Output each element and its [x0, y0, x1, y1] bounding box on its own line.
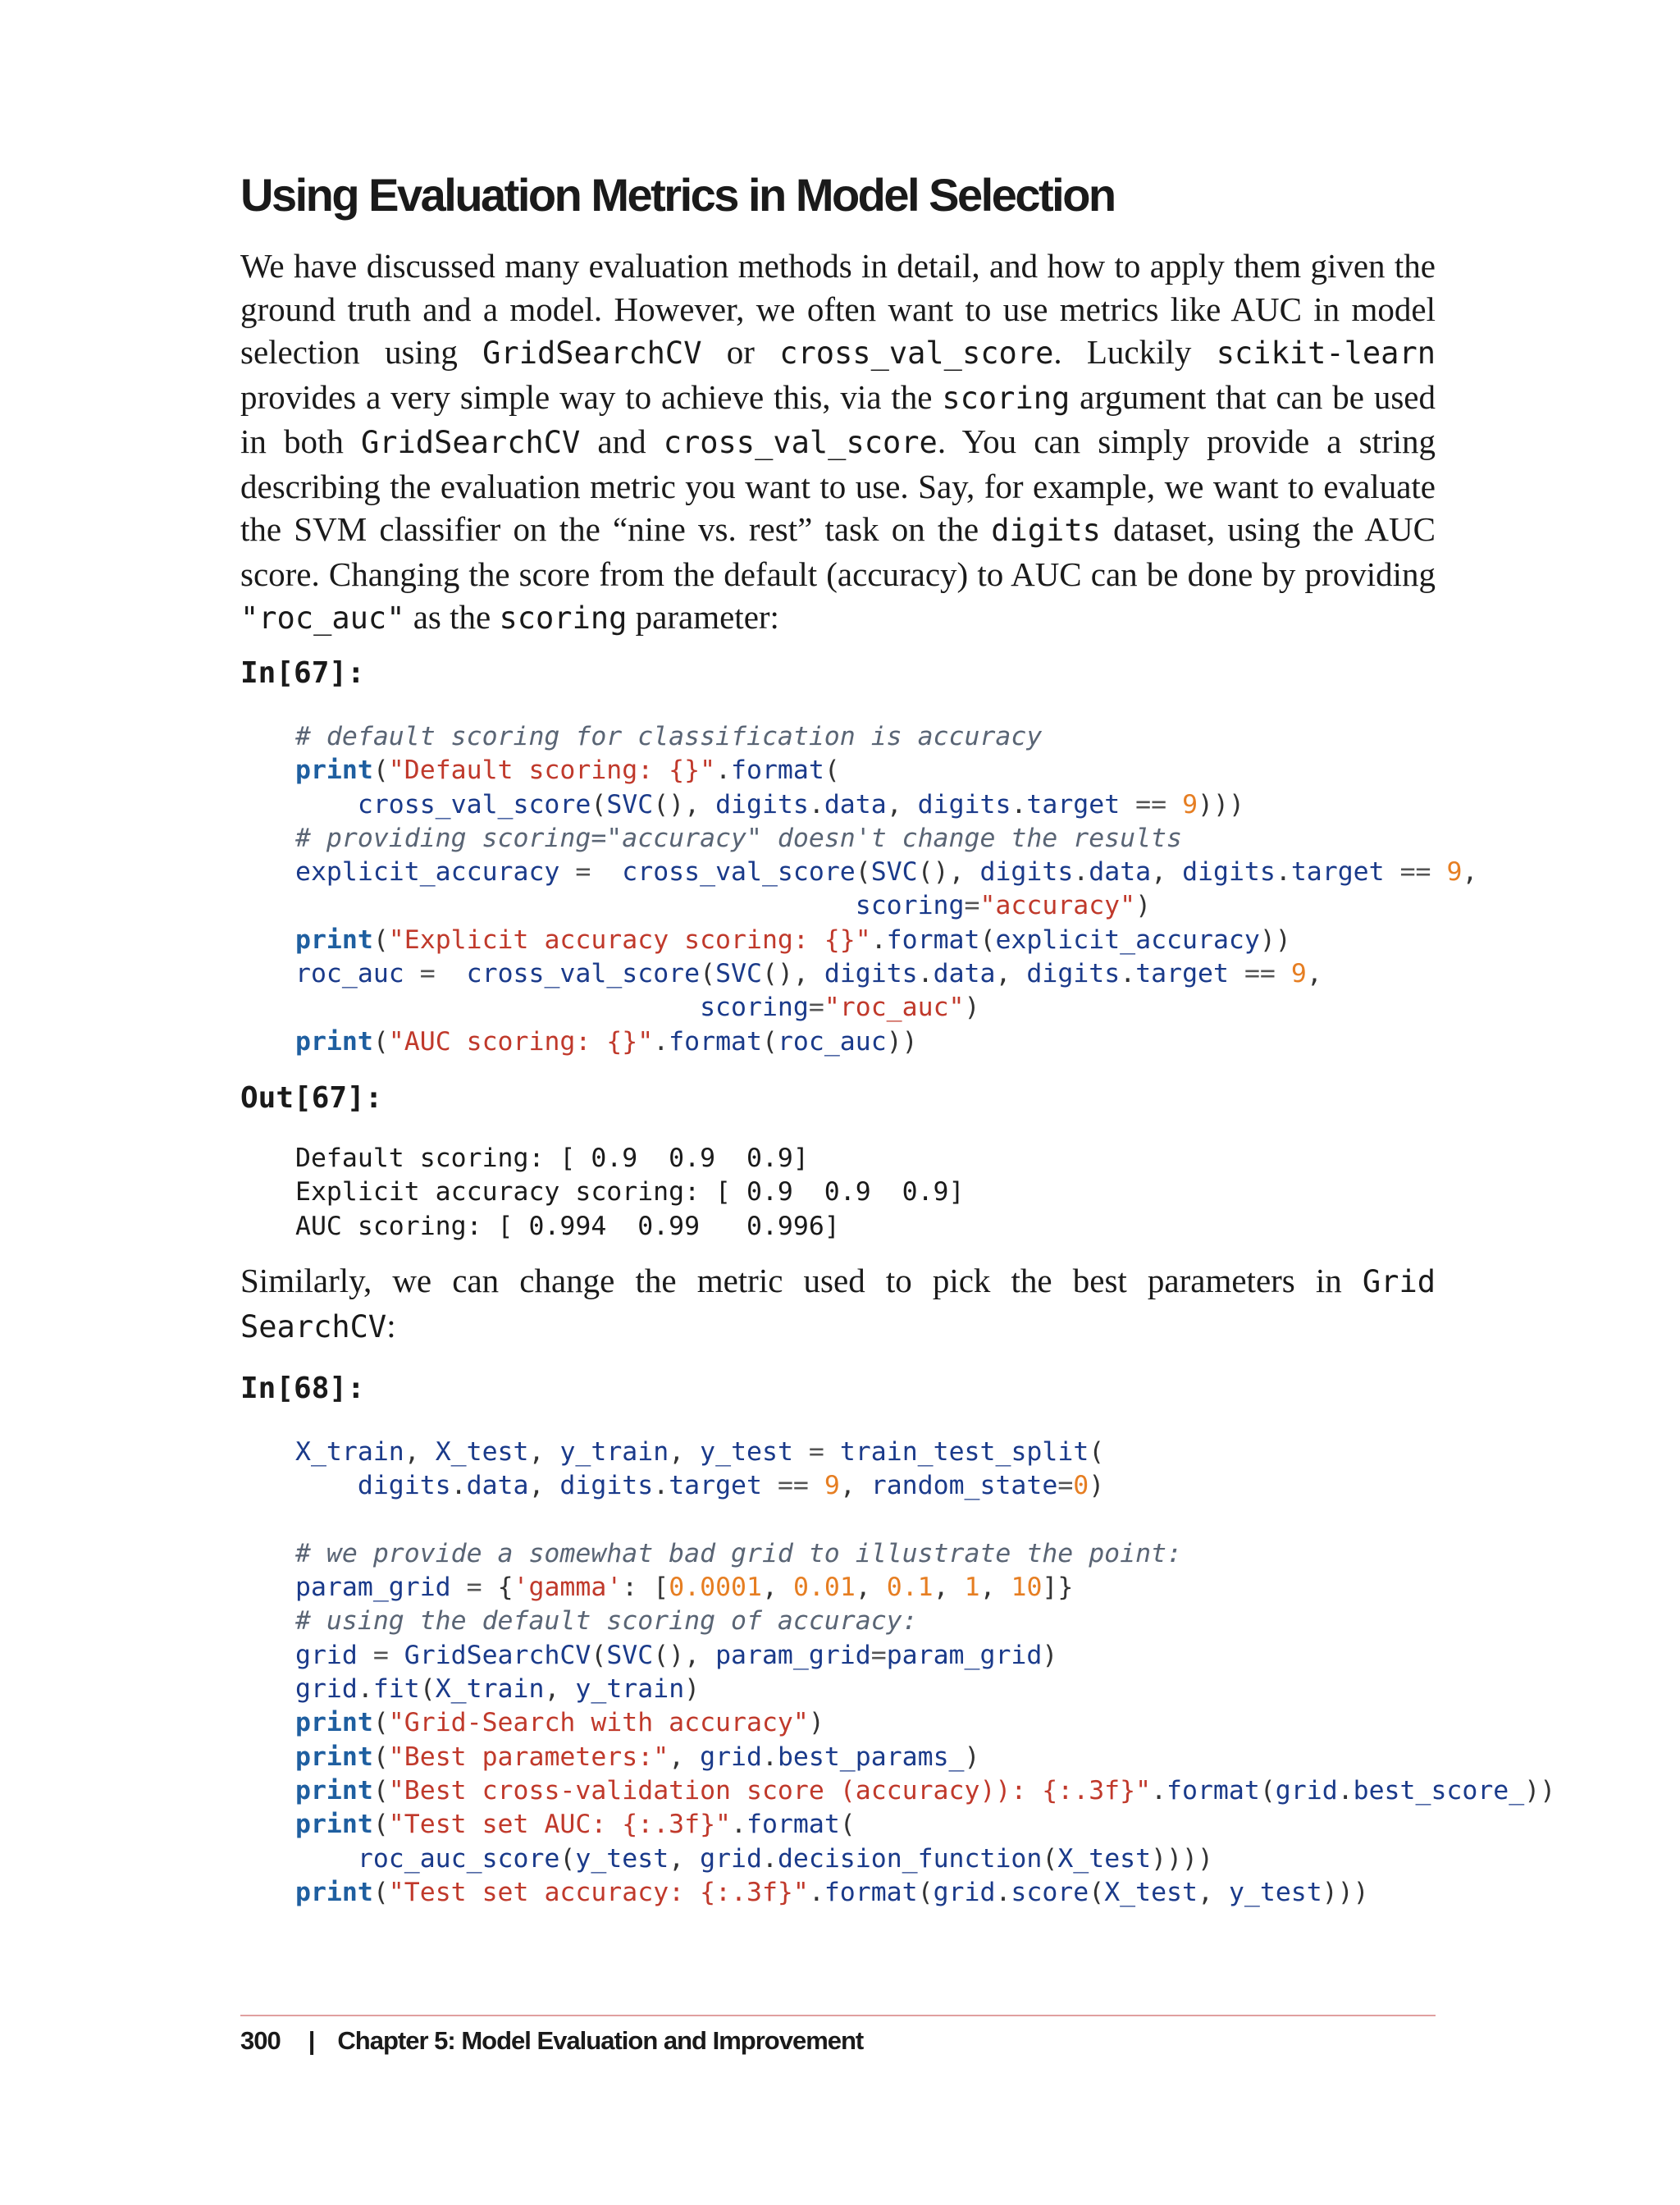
code-token: , — [404, 1437, 436, 1467]
code-token: , — [1198, 1877, 1229, 1907]
code-token: grid — [1275, 1775, 1338, 1806]
code-token: explicit_accuracy — [995, 924, 1260, 955]
code-line — [295, 1605, 1555, 1638]
code-token: { — [497, 1573, 514, 1603]
code-token: ( — [1259, 1775, 1276, 1806]
similarly-paragraph — [240, 1259, 1436, 1349]
inline-code: cross_val_score — [663, 425, 938, 460]
code-line — [295, 889, 1477, 923]
code-token: X_test — [1057, 1843, 1152, 1874]
code-token: : [ — [622, 1573, 669, 1603]
code-token: , — [839, 1471, 871, 1501]
code-token: 0 — [1073, 1471, 1089, 1501]
code-token: target — [1290, 857, 1385, 888]
code-line — [295, 1537, 1555, 1571]
code-token: ( — [700, 959, 716, 989]
code-token: (), — [762, 959, 824, 989]
inline-code: Grid SearchCV — [240, 1264, 1436, 1344]
code-token: 9 — [1290, 959, 1307, 989]
code-token: target — [669, 1471, 762, 1501]
text-run: dataset, using the AUC score. Changing the score from the default (accuracy) to AUC can be done by providing — [240, 510, 1436, 593]
code-token: . — [761, 1742, 778, 1772]
page-footer — [240, 2026, 863, 2056]
code-token — [295, 993, 700, 1022]
code-token: == — [761, 1471, 824, 1501]
chapter-title: Chapter 5: Model Evaluation and Improvement — [337, 2026, 864, 2055]
code-token: print — [295, 1742, 373, 1772]
code-token: . — [761, 1843, 778, 1874]
code-line — [295, 1571, 1555, 1605]
code-token: # using the default scoring of accuracy: — [295, 1606, 918, 1637]
inline-code: scoring — [499, 600, 628, 636]
code-token: , — [1462, 857, 1478, 888]
code-token: . — [1275, 857, 1291, 888]
text-run: parameter: — [627, 598, 779, 636]
code-line — [295, 1808, 1555, 1842]
code-token: 'gamma' — [513, 1573, 623, 1603]
code-token: . — [653, 1026, 669, 1057]
text-run: : — [386, 1306, 396, 1344]
code-token: X_train — [295, 1437, 404, 1467]
code-token: , — [528, 1437, 560, 1467]
code-token: cross_val_score — [622, 857, 856, 888]
code-token: ) — [808, 1708, 824, 1738]
code-token: digits — [357, 1471, 451, 1501]
code-token — [606, 857, 622, 887]
code-token: . — [653, 1471, 669, 1501]
code-token: grid — [295, 1674, 358, 1705]
text-run: Similarly, we can change the metric used to pick the best parameters in — [240, 1262, 1363, 1299]
code-line — [295, 788, 1477, 822]
code-token: X_test — [435, 1437, 529, 1467]
code-token: == — [1228, 959, 1291, 989]
code-token: . — [1073, 857, 1089, 888]
code-token: . — [808, 1877, 824, 1907]
code-line — [295, 1842, 1555, 1876]
code-token: ( — [1042, 1843, 1058, 1874]
code-token: SVC — [606, 1640, 654, 1670]
code-token: digits — [1026, 959, 1121, 989]
code-token: ( — [591, 1640, 607, 1670]
code-token: ( — [839, 1810, 856, 1840]
code-token: format — [824, 1877, 918, 1907]
code-token: ) — [1089, 1471, 1105, 1501]
code-token: score — [1011, 1877, 1089, 1907]
code-token: "Explicit accuracy scoring: {}" — [388, 924, 871, 955]
code-token: data — [824, 789, 887, 819]
code-token: format — [1166, 1775, 1260, 1806]
code-token: = — [870, 1640, 887, 1670]
code-token: . — [1120, 959, 1136, 989]
code-token: "Best parameters:" — [388, 1742, 669, 1772]
code-token: ) — [1135, 891, 1152, 921]
inline-code: "roc_auc" — [240, 600, 405, 636]
code-token: , — [544, 1674, 576, 1705]
code-token: = — [404, 959, 451, 989]
page-number: 300 — [240, 2026, 281, 2055]
code-line — [295, 1741, 1555, 1774]
code-token: ( — [761, 1026, 778, 1057]
code-line — [295, 991, 1477, 1025]
inline-code: cross_val_score — [779, 336, 1054, 371]
code-token — [295, 891, 856, 920]
code-token: (), — [653, 789, 716, 819]
code-token: ))) — [1322, 1877, 1369, 1907]
code-token: "Test set AUC: {:.3f}" — [388, 1810, 732, 1840]
text-run: . Luckily — [1053, 333, 1217, 371]
code-line — [295, 1436, 1555, 1469]
code-token: , — [933, 1573, 965, 1603]
code-token: fit — [372, 1674, 420, 1705]
code-token: . — [450, 1471, 467, 1501]
code-token: "Best cross-validation score (accuracy)): {:.3f}" — [388, 1775, 1152, 1806]
code-token: ( — [372, 1877, 389, 1907]
cell-output-label: Out[67]: — [240, 1081, 383, 1115]
code-token: "roc_auc" — [824, 993, 965, 1023]
inline-code: digits — [991, 513, 1101, 548]
inline-code: GridSearchCV — [360, 425, 581, 460]
code-token: param_grid — [715, 1640, 871, 1670]
code-token: ) — [964, 1742, 980, 1772]
code-token: )) — [886, 1026, 918, 1057]
cell-input-label: In[67]: — [240, 656, 365, 690]
code-token: )))) — [1151, 1843, 1213, 1874]
code-token: digits — [1182, 857, 1276, 888]
output-line: Default scoring: [ 0.9 0.9 0.9] — [295, 1144, 809, 1173]
code-token: ( — [372, 1708, 389, 1738]
code-token: = — [964, 891, 980, 921]
code-token: . — [808, 789, 824, 819]
intro-paragraph — [240, 244, 1436, 641]
code-token: ( — [855, 857, 871, 888]
inline-code: GridSearchCV — [482, 336, 702, 371]
code-token: format — [731, 756, 824, 786]
code-token: 0.1 — [886, 1573, 934, 1603]
code-token: print — [295, 756, 373, 786]
code-token: . — [917, 959, 934, 989]
code-token: = — [808, 993, 824, 1023]
code-token: data — [1089, 857, 1152, 888]
code-token: digits — [559, 1471, 654, 1501]
code-token: ))) — [1198, 789, 1244, 819]
code-token: ( — [419, 1674, 436, 1705]
code-token: print — [295, 1026, 373, 1057]
code-token: = — [450, 1573, 498, 1603]
code-token: format — [746, 1810, 840, 1840]
code-token: 0.0001 — [669, 1573, 762, 1603]
code-token: . — [995, 1877, 1011, 1907]
code-token: , — [979, 1573, 1011, 1603]
code-token: cross_val_score — [466, 959, 701, 989]
code-token: digits — [824, 959, 918, 989]
code-output-out67 — [295, 1142, 964, 1244]
code-token — [295, 1471, 358, 1500]
code-token: digits — [917, 789, 1011, 819]
code-token: . — [870, 924, 887, 955]
code-token: print — [295, 1877, 373, 1907]
code-token: 10 — [1011, 1573, 1043, 1603]
code-token: grid — [295, 1640, 358, 1670]
code-line — [295, 822, 1477, 856]
code-token: y_test — [575, 1843, 669, 1874]
code-token: scoring — [855, 891, 965, 921]
code-token: = — [1057, 1471, 1074, 1501]
code-line — [295, 720, 1477, 754]
code-token: # providing scoring="accuracy" doesn't change the results — [295, 823, 1182, 853]
code-token: , — [855, 1573, 887, 1603]
code-token: ( — [917, 1877, 934, 1907]
code-token: grid — [933, 1877, 996, 1907]
code-token: grid — [700, 1742, 762, 1772]
code-token: ( — [372, 1810, 389, 1840]
code-token — [295, 1844, 358, 1874]
code-token: train_test_split — [839, 1437, 1089, 1467]
code-token: . — [715, 756, 732, 786]
code-token: print — [295, 1775, 373, 1806]
code-line — [295, 1025, 1477, 1059]
code-token: 9 — [1182, 789, 1198, 819]
code-token: print — [295, 924, 373, 955]
code-token: ( — [372, 756, 389, 786]
code-line — [295, 1673, 1555, 1706]
code-token: y_test — [1228, 1877, 1322, 1907]
code-line — [295, 1469, 1555, 1503]
code-token: cross_val_score — [357, 789, 591, 819]
code-token: , — [886, 789, 918, 819]
code-token: random_state — [870, 1471, 1058, 1501]
code-token: GridSearchCV — [404, 1640, 591, 1670]
footer-separator: | — [308, 2026, 315, 2055]
code-token: param_grid — [295, 1573, 451, 1603]
code-token: . — [1151, 1775, 1167, 1806]
code-line — [295, 754, 1477, 788]
code-token: "Test set accuracy: {:.3f}" — [388, 1877, 809, 1907]
code-token — [295, 790, 358, 819]
code-line — [295, 1876, 1555, 1910]
code-token: (), — [653, 1640, 716, 1670]
code-line — [295, 1504, 1555, 1537]
code-line — [295, 856, 1477, 889]
output-line: Explicit accuracy scoring: [ 0.9 0.9 0.9] — [295, 1177, 965, 1208]
code-token: = — [357, 1640, 404, 1670]
code-line — [295, 1706, 1555, 1740]
code-token: scoring — [700, 993, 809, 1023]
code-token: = — [559, 857, 607, 888]
code-token: target — [1026, 789, 1121, 819]
code-token: , — [669, 1437, 701, 1467]
code-token: = — [792, 1437, 840, 1467]
code-token: 1 — [964, 1573, 980, 1603]
code-token: , — [669, 1742, 701, 1772]
text-run: and — [580, 422, 664, 460]
code-token: "AUC scoring: {}" — [388, 1026, 654, 1057]
code-token: , — [528, 1471, 560, 1501]
output-line: AUC scoring: [ 0.994 0.99 0.996] — [295, 1211, 840, 1241]
code-token: best_score_ — [1353, 1775, 1525, 1806]
code-token: target — [1135, 959, 1229, 989]
code-line — [295, 1639, 1555, 1673]
code-token: y_train — [559, 1437, 669, 1467]
code-token: "Default scoring: {}" — [388, 756, 716, 786]
code-token: "Grid-Search with accuracy" — [388, 1708, 809, 1738]
code-token: , — [669, 1843, 701, 1874]
code-token: ) — [964, 993, 980, 1023]
code-token: ( — [824, 756, 840, 786]
code-token: best_params_ — [777, 1742, 965, 1772]
text-run: . You can simply provide a string describing the evaluation metric you want to use. Say, for example, we want to evaluate the SVM classifier on the “nine vs. rest” task on the — [240, 422, 1436, 548]
code-token: decision_function — [777, 1843, 1043, 1874]
code-token: roc_auc — [295, 959, 404, 989]
code-token: , — [1151, 857, 1183, 888]
code-token: ( — [559, 1843, 576, 1874]
code-token: y_test — [700, 1437, 793, 1467]
code-token: ]} — [1042, 1573, 1074, 1603]
code-token: . — [731, 1810, 746, 1840]
code-token: X_test — [1104, 1877, 1198, 1907]
inline-code: scikit-learn — [1216, 336, 1436, 371]
code-line — [295, 957, 1477, 991]
code-token: grid — [700, 1843, 762, 1874]
code-token: ( — [979, 924, 996, 955]
section-heading: Using Evaluation Metrics in Model Selection — [240, 169, 1115, 221]
code-cell-in67 — [295, 720, 1477, 1059]
cell-input-label: In[68]: — [240, 1372, 365, 1405]
text-run: We have discussed many evaluation methods in detail, and how to apply them given the ground truth and a model. However, we often want to use metrics like AUC in model selection using — [240, 247, 1436, 371]
code-token: SVC — [606, 789, 654, 819]
code-token: ) — [684, 1674, 701, 1705]
code-token: # we provide a somewhat bad grid to illustrate the point: — [295, 1538, 1182, 1568]
text-run: provides a very simple way to achieve this, via the — [240, 377, 943, 416]
code-token: param_grid — [886, 1640, 1043, 1670]
code-token: . — [1337, 1775, 1354, 1806]
code-token: (), — [917, 857, 980, 888]
code-token: ( — [372, 1026, 389, 1057]
code-token: ) — [1042, 1640, 1058, 1670]
code-token: )) — [1259, 924, 1291, 955]
footer-divider — [240, 2015, 1436, 2016]
code-token: 9 — [824, 1471, 840, 1501]
code-token: , — [995, 959, 1027, 989]
code-token: y_train — [575, 1674, 685, 1705]
code-token: ( — [591, 789, 607, 819]
code-token: , — [1306, 959, 1322, 989]
code-token: X_train — [435, 1674, 545, 1705]
code-token: print — [295, 1708, 373, 1738]
code-token: == — [1120, 789, 1183, 819]
code-token: roc_auc — [777, 1026, 887, 1057]
text-run: as the — [404, 598, 500, 636]
code-token: digits — [979, 857, 1074, 888]
code-token: . — [357, 1674, 373, 1705]
code-token: SVC — [715, 959, 762, 989]
code-token: data — [466, 1471, 529, 1501]
inline-code: scoring — [942, 380, 1071, 416]
code-token: explicit_accuracy — [295, 857, 560, 888]
code-token: ( — [372, 1775, 389, 1806]
code-line — [295, 924, 1477, 957]
code-token: ( — [1089, 1877, 1105, 1907]
code-token: , — [762, 1573, 793, 1603]
code-token: ( — [372, 1742, 389, 1772]
code-token: data — [933, 959, 996, 989]
text-run: argument that can be used in both — [240, 377, 1436, 460]
code-token: digits — [715, 789, 809, 819]
code-token: # default scoring for classification is accuracy — [295, 722, 1043, 751]
code-token: format — [669, 1026, 762, 1057]
code-line — [295, 1774, 1555, 1808]
text-run: or — [701, 333, 780, 371]
code-token: ( — [1089, 1437, 1105, 1467]
code-token: roc_auc_score — [357, 1843, 560, 1874]
code-token: format — [886, 924, 980, 955]
code-cell-in68 — [295, 1436, 1555, 1910]
code-token: . — [1011, 789, 1027, 819]
code-token: )) — [1524, 1775, 1556, 1806]
code-token: == — [1384, 857, 1447, 888]
code-token: print — [295, 1810, 373, 1840]
code-token: 9 — [1446, 857, 1463, 888]
code-token — [451, 959, 467, 988]
code-token: "accuracy" — [979, 891, 1136, 921]
code-token: 0.01 — [792, 1573, 856, 1603]
code-token: SVC — [870, 857, 918, 888]
code-token: ( — [372, 924, 389, 955]
